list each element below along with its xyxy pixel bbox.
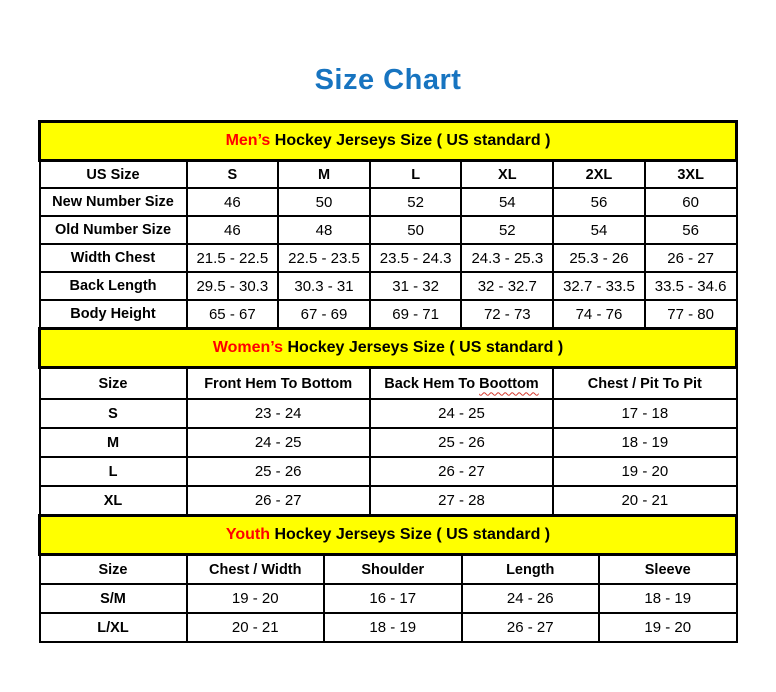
size-cell: 48 (278, 216, 370, 244)
mens-column-header: M (278, 161, 370, 189)
size-cell: 56 (553, 188, 645, 216)
mens-band-highlight: Men’s (225, 132, 271, 149)
row-label: Back Length (40, 272, 187, 300)
size-cell: 46 (187, 216, 279, 244)
size-cell: 54 (461, 188, 553, 216)
size-cell: 50 (278, 188, 370, 216)
size-cell: 54 (553, 216, 645, 244)
back-hem-misspelled-word: Boottom (479, 375, 539, 392)
size-cell: 26 - 27 (645, 244, 737, 272)
size-cell: 46 (187, 188, 279, 216)
size-cell: 26 - 27 (370, 457, 553, 486)
size-cell: 29.5 - 30.3 (187, 272, 279, 300)
youth-column-header: Size (40, 555, 187, 585)
youth-column-header: Sleeve (599, 555, 737, 585)
mens-column-header: XL (461, 161, 553, 189)
size-cell: 27 - 28 (370, 486, 553, 515)
size-cell: 67 - 69 (278, 300, 370, 328)
size-cell: 69 - 71 (370, 300, 462, 328)
row-label: Width Chest (40, 244, 187, 272)
row-label: M (40, 428, 187, 457)
size-cell: 17 - 18 (553, 399, 736, 428)
womens-column-header: Size (40, 368, 187, 400)
mens-column-header: US Size (40, 161, 187, 189)
size-cell: 19 - 20 (599, 613, 737, 642)
table-row (40, 613, 737, 642)
row-label: S/M (40, 584, 187, 613)
mens-column-header: L (370, 161, 462, 189)
mens-column-header: S (187, 161, 279, 189)
youth-band-highlight: Youth (225, 526, 270, 543)
table-row (40, 300, 737, 328)
size-cell: 25 - 26 (187, 457, 370, 486)
table-row (40, 486, 737, 515)
size-cell: 18 - 19 (553, 428, 736, 457)
table-row (40, 428, 737, 457)
womens-column-header: Chest / Pit To Pit (553, 368, 736, 400)
size-cell: 24 - 25 (370, 399, 553, 428)
size-cell: 74 - 76 (553, 300, 645, 328)
row-label: L (40, 457, 187, 486)
womens-band-highlight: Women’s (212, 339, 284, 356)
youth-column-header: Length (462, 555, 600, 585)
table-row (40, 216, 737, 244)
size-cell: 31 - 32 (370, 272, 462, 300)
row-label: XL (40, 486, 187, 515)
page-title: Size Chart (314, 64, 462, 96)
size-cell: 77 - 80 (645, 300, 737, 328)
row-label: L/XL (40, 613, 187, 642)
size-cell: 23.5 - 24.3 (370, 244, 462, 272)
table-row (40, 399, 737, 428)
mens-column-header: 3XL (645, 161, 737, 189)
table-row (40, 584, 737, 613)
size-cell: 72 - 73 (461, 300, 553, 328)
size-cell: 24.3 - 25.3 (461, 244, 553, 272)
size-cell: 60 (645, 188, 737, 216)
youth-section-band (40, 516, 737, 555)
size-cell: 52 (461, 216, 553, 244)
womens-section-band (40, 329, 737, 368)
size-cell: 19 - 20 (187, 584, 325, 613)
youth-size-table (38, 514, 738, 643)
size-cell: 18 - 19 (599, 584, 737, 613)
womens-size-table (38, 327, 738, 516)
size-cell: 30.3 - 31 (278, 272, 370, 300)
size-cell: 20 - 21 (187, 613, 325, 642)
row-label: S (40, 399, 187, 428)
size-cell: 23 - 24 (187, 399, 370, 428)
size-cell: 32 - 32.7 (461, 272, 553, 300)
size-cell: 52 (370, 188, 462, 216)
size-cell: 56 (645, 216, 737, 244)
size-cell: 24 - 25 (187, 428, 370, 457)
table-row (40, 188, 737, 216)
size-cell: 19 - 20 (553, 457, 736, 486)
size-cell: 50 (370, 216, 462, 244)
size-cell: 18 - 19 (324, 613, 462, 642)
size-cell: 20 - 21 (553, 486, 736, 515)
size-cell: 16 - 17 (324, 584, 462, 613)
size-cell: 26 - 27 (187, 486, 370, 515)
youth-column-header: Chest / Width (187, 555, 325, 585)
womens-band-text: Hockey Jerseys Size ( US standard ) (283, 339, 564, 356)
mens-section-band (40, 122, 737, 161)
youth-band-text: Hockey Jerseys Size ( US standard ) (270, 526, 551, 543)
size-cell: 25.3 - 26 (553, 244, 645, 272)
table-row (40, 244, 737, 272)
size-cell: 33.5 - 34.6 (645, 272, 737, 300)
mens-column-header: 2XL (553, 161, 645, 189)
womens-column-header: Front Hem To Bottom (187, 368, 370, 400)
row-label: Old Number Size (40, 216, 187, 244)
table-row (40, 457, 737, 486)
size-cell: 25 - 26 (370, 428, 553, 457)
back-hem-prefix: Back Hem To (384, 375, 480, 392)
size-cell: 26 - 27 (462, 613, 600, 642)
table-row (40, 272, 737, 300)
size-cell: 21.5 - 22.5 (187, 244, 279, 272)
row-label: New Number Size (40, 188, 187, 216)
size-cell: 24 - 26 (462, 584, 600, 613)
size-cell: 65 - 67 (187, 300, 279, 328)
size-cell: 32.7 - 33.5 (553, 272, 645, 300)
size-cell: 22.5 - 23.5 (278, 244, 370, 272)
row-label: Body Height (40, 300, 187, 328)
mens-size-table (38, 120, 738, 329)
youth-column-header: Shoulder (324, 555, 462, 585)
mens-band-text: Hockey Jerseys Size ( US standard ) (270, 132, 551, 149)
womens-column-header-misspelled (370, 368, 553, 400)
size-chart (38, 120, 738, 643)
